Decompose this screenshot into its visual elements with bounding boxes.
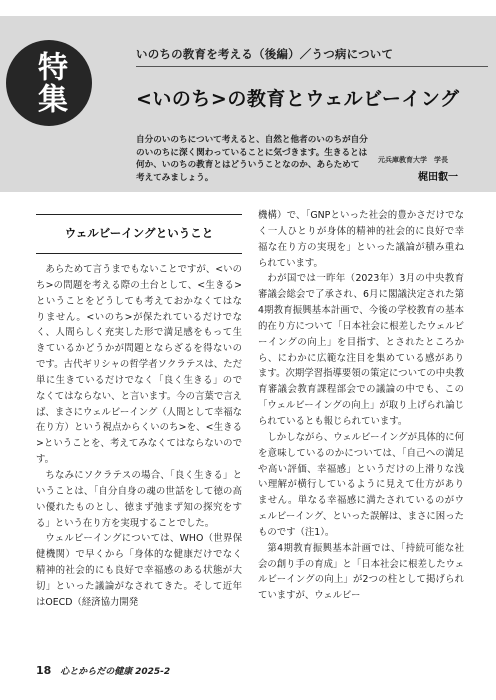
lead-text: 自分のいのちについて考えると、自然と他者のいのちが自分のいのちに深く関わっていることに気づきます。生きるとは何か、いのちの教育とはどういうことなのか、あらためて考えてみましょう。 xyxy=(136,135,368,183)
series-divider xyxy=(136,66,488,67)
header-top-strip xyxy=(0,0,496,16)
article-title: <いのち>の教育とウェルビーイング xyxy=(136,88,460,110)
left-column xyxy=(36,208,242,611)
paragraph: わが国では一昨年（2023年）3月の中央教育審議会総会で了承され、6月に閣議決定された第4期教育振興基本計画で、今後の学校教育の基本的在り方について「日本社会に根差したウェルビーイングの向上」を目指す、とされたところから、にわかに広範な注目を集めている感があります。次期学習指導要領の策定についての中央教育審議会教育課程部会での議論の中でも、この「ウェルビーイングの向上」が取り上げられ論じられているとも報じられています。 xyxy=(258,273,464,427)
page-footer xyxy=(36,664,170,677)
paragraph: 機構）で、「GNPといった社会的豊かさだけでなく一人ひとりが身体的精神的社会的に良好で幸福な在り方の実現を」といった議論が積み重ねられています。 xyxy=(258,210,464,269)
feature-badge: 特集 xyxy=(6,40,92,126)
paragraph: ちなみにソクラテスの場合、「良く生きる」ということは、「自分自身の魂の世話をして徳の高い優れたものとし、徳まず弛まず知の探究をする」という在り方を実現することでした。 xyxy=(36,469,242,529)
paragraph: しかしながら、ウェルビーイングが具体的に何を意味しているのかについては、「自己への満足や高い評価、幸福感」というだけの上滑りな浅い理解が横行しているように見えて仕方がありません。単なる幸福感に満たされているのがウェルビーイング、といった誤解は、まさに困ったものです（注1）。 xyxy=(258,431,464,538)
paragraph: ウェルビーイングについては、WHO（世界保健機関）で早くから「身体的な健康だけでなく精神的社会的にも良好で幸福感のある状態が大切」といった議論がなされてきた。そして近年はOECD（経済協力開発 xyxy=(36,533,242,608)
issue-number: 2025-2 xyxy=(135,667,171,677)
paragraph: あらためて言うまでもないことですが、<いのち>の問題を考える際の土台として、<生きる>ということをどうしても考えておかなくてはなりません。<いのち>が保たれているだけでなく、人間らしく充実した形で満足感をもって生きているかどうかが問題とならざるを得ないのです。古代ギリシャの哲学者ソクラテスは、ただ単に生きているだけでなく「良く生きる」のでなくてはならない、と言います。今の言葉で言えば、まさにウェルビーイング（人間として幸福な在り方）という視点からくいのち>を、<生きる>ということを、考えてみなくてはならないのです。 xyxy=(36,264,242,466)
author-name: 梶田叡一 xyxy=(418,172,458,183)
section-heading: ウェルビーイングということ xyxy=(36,214,242,254)
paragraph: 第4期教育振興基本計画では、「持続可能な社会の創り手の育成」と「日本社会に根差したウェルビーイングの向上」が2つの柱として掲げられていますが、ウェルビー xyxy=(258,542,464,602)
page-number: 18 xyxy=(36,664,52,677)
article-header xyxy=(0,0,496,192)
magazine-name: 心とからだの健康 xyxy=(60,667,133,677)
right-column xyxy=(258,208,464,604)
author-affiliation: 元兵庫教育大学 学長 xyxy=(378,156,448,164)
series-title: いのちの教育を考える（後編）／うつ病について xyxy=(136,47,394,61)
